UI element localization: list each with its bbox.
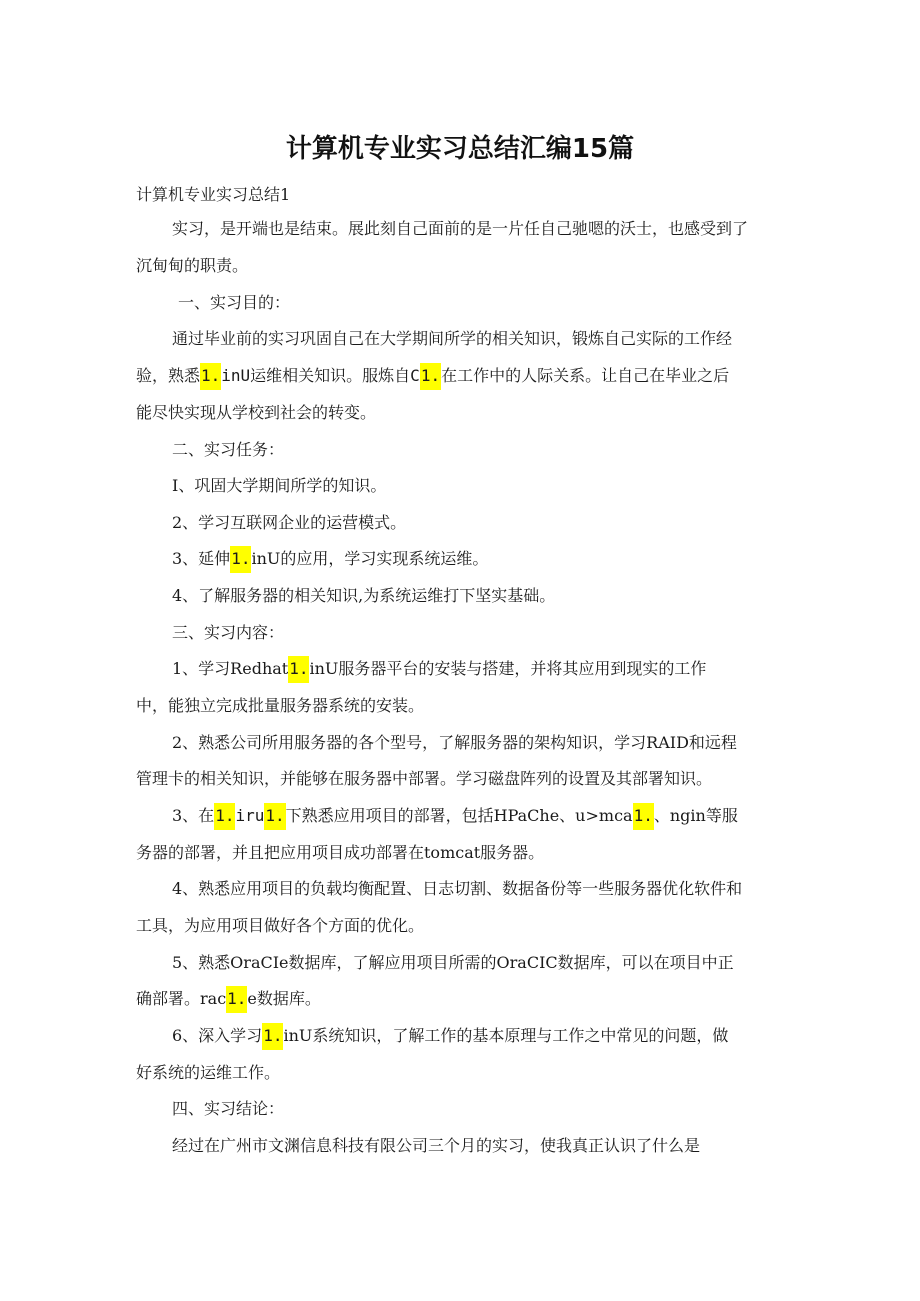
highlight-mark: 1.	[230, 546, 251, 573]
task-item: 4、了解服务器的相关知识,为系统运维打下坚实基础。	[172, 586, 556, 605]
section-heading-purpose: 一、实习目的：	[178, 293, 291, 312]
highlight-mark: 1.	[264, 803, 285, 830]
highlight-mark: 1.	[262, 1023, 283, 1050]
section-subtitle: 计算机专业实习总结1	[136, 185, 291, 204]
paragraph-line: 管理卡的相关知识，并能够在服务器中部署。学习磁盘阵列的设置及其部署知识。	[136, 769, 713, 788]
highlight-mark: 1.	[226, 986, 247, 1013]
section-heading-tasks: 二、实习任务：	[172, 440, 285, 459]
text-span: 6、深入学习	[172, 1026, 263, 1045]
text-span: 下熟悉应用项目的部署，包括HPaChe、u>mca	[285, 806, 633, 825]
paragraph-line: 好系统的运维工作。	[136, 1063, 281, 1082]
task-item: I、巩固大学期间所学的知识。	[172, 476, 387, 495]
paragraph-line: 经过在广州市文渊信息科技有限公司三个月的实习，使我真正认识了什么是	[172, 1136, 701, 1155]
content-item: 2、熟悉公司所用服务器的各个型号，了解服务器的架构知识，学习RAID和远程	[172, 733, 737, 752]
highlight-mark: 1.	[633, 803, 654, 830]
text-span: e数据库。	[247, 989, 321, 1008]
highlight-mark: 1.	[214, 803, 235, 830]
highlight-mark: 1.	[420, 363, 441, 390]
text-span: iru	[235, 806, 265, 825]
section-heading-conclusion: 四、实习结论：	[172, 1099, 285, 1118]
text-span: inU运维相关知识。服炼自C	[221, 366, 420, 385]
paragraph-line: 务器的部署，并且把应用项目成功部署在tomcat服务器。	[136, 843, 545, 862]
text-span: 、ngin等服	[653, 806, 738, 825]
paragraph-line: 沉甸甸的职责。	[136, 256, 249, 275]
text-span: 在工作中的人际关系。让自己在毕业之后	[441, 366, 730, 385]
highlight-mark: 1.	[288, 656, 309, 683]
text-span: 1、学习Redhat	[172, 659, 289, 678]
paragraph-line: 通过毕业前的实习巩固自己在大学期间所学的相关知识，锻炼自己实际的工作经	[172, 329, 733, 348]
task-item	[172, 548, 488, 570]
content-item: 4、熟悉应用项目的负载均衡配置、日志切割、数据备份等一些服务器优化软件和	[172, 879, 743, 898]
paragraph-line	[136, 365, 729, 387]
content-item	[172, 658, 706, 680]
paragraph-line: 实习，是开端也是结束。展此刻自己面前的是一片任自己驰嗯的沃士，也感受到了	[172, 219, 749, 238]
paragraph-line: 工具，为应用项目做好各个方面的优化。	[136, 916, 425, 935]
paragraph-line: 中，能独立完成批量服务器系统的安装。	[136, 696, 425, 715]
text-span: 确部署。rac	[136, 989, 227, 1008]
content-item	[172, 1025, 728, 1047]
text-span: 3、在	[172, 806, 215, 825]
text-span: 3、延伸	[172, 549, 231, 568]
content-item	[172, 805, 738, 827]
text-span: 验，熟悉	[136, 366, 201, 385]
text-span: inU系统知识，了解工作的基本原理与工作之中常见的问题，做	[283, 1026, 729, 1045]
text-span: inU的应用，学习实现系统运维。	[251, 549, 489, 568]
document-title: 计算机专业实习总结汇编15篇	[285, 134, 635, 164]
paragraph-line: 能尽快实现从学校到社会的转变。	[136, 403, 377, 422]
paragraph-line	[136, 988, 321, 1010]
text-span: inU服务器平台的安装与搭建，并将其应用到现实的工作	[309, 659, 707, 678]
section-heading-content: 三、实习内容：	[172, 623, 285, 642]
highlight-mark: 1.	[200, 363, 221, 390]
task-item: 2、学习互联网企业的运营模式。	[172, 513, 407, 532]
content-item: 5、熟悉OraCIe数据库，了解应用项目所需的OraCIC数据库，可以在项目中正	[172, 953, 734, 972]
